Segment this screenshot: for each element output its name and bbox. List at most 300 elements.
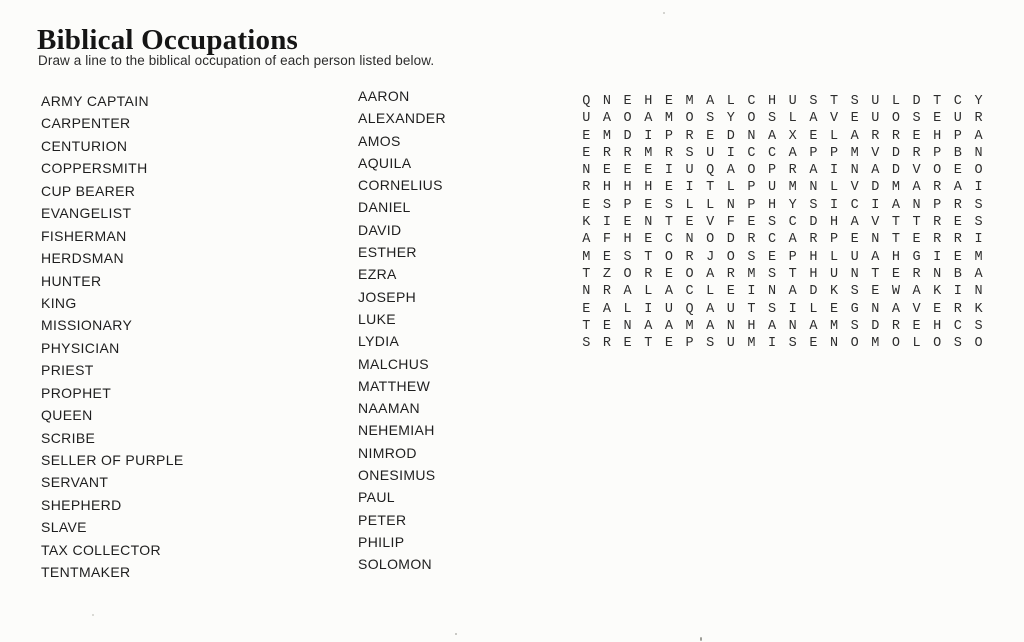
grid-letter: O xyxy=(933,163,942,179)
grid-letter: R xyxy=(912,266,921,282)
grid-letter: M xyxy=(747,336,756,352)
grid-letter: M xyxy=(974,249,983,265)
name-item: LUKE xyxy=(358,310,396,327)
grid-letter: O xyxy=(747,111,756,127)
grid-letter: I xyxy=(685,180,694,196)
occupation-item: HERDSMAN xyxy=(41,250,124,267)
grid-letter: W xyxy=(891,284,900,300)
grid-letter: E xyxy=(768,249,777,265)
grid-letter: A xyxy=(644,111,653,127)
grid-letter: H xyxy=(933,318,942,334)
grid-letter: E xyxy=(747,215,756,231)
grid-letter: E xyxy=(829,301,839,317)
grid-letter: I xyxy=(788,301,797,317)
grid-letter: O xyxy=(933,336,942,352)
name-item: PHILIP xyxy=(358,533,405,550)
grid-letter: E xyxy=(912,318,921,334)
occupation-item: COPPERSMITH xyxy=(41,160,148,177)
grid-letter: P xyxy=(685,336,694,352)
grid-letter: R xyxy=(726,266,735,282)
grid-letter: N xyxy=(974,145,983,161)
grid-letter: E xyxy=(850,111,859,127)
grid-letter: E xyxy=(953,249,962,265)
name-item: NEHEMIAH xyxy=(358,422,435,439)
grid-letter: A xyxy=(623,284,632,300)
grid-letter: K xyxy=(829,284,839,300)
grid-letter: U xyxy=(788,94,797,109)
grid-letter: P xyxy=(664,128,673,144)
grid-letter: R xyxy=(602,284,612,300)
grid-letter: S xyxy=(788,336,797,352)
grid-letter: S xyxy=(768,111,777,127)
grid-letter: R xyxy=(809,232,818,248)
grid-letter: R xyxy=(664,145,673,161)
grid-letter: A xyxy=(912,284,921,300)
grid-letter: A xyxy=(809,318,818,334)
grid-letter: R xyxy=(974,111,983,127)
grid-letter: D xyxy=(891,163,900,179)
grid-letter: X xyxy=(788,128,797,144)
grid-letter: E xyxy=(582,145,591,161)
grid-letter: C xyxy=(747,145,756,161)
grid-letter: R xyxy=(891,318,900,334)
grid-row xyxy=(576,110,989,127)
grid-letter: H xyxy=(747,318,756,334)
occupation-item: HUNTER xyxy=(41,272,102,289)
grid-letter: H xyxy=(768,197,777,213)
grid-letter: E xyxy=(623,215,632,231)
grid-letter: H xyxy=(809,266,818,282)
grid-letter: V xyxy=(912,301,921,317)
grid-row xyxy=(576,179,989,196)
grid-letter: K xyxy=(933,284,942,300)
grid-letter: I xyxy=(768,336,777,352)
grid-letter: T xyxy=(891,215,900,231)
grid-row xyxy=(576,145,989,162)
grid-letter: T xyxy=(871,266,880,282)
grid-letter: N xyxy=(850,266,859,282)
page-title: Biblical Occupations xyxy=(37,24,299,57)
grid-letter: I xyxy=(933,249,942,265)
grid-letter: L xyxy=(623,301,632,317)
grid-letter: S xyxy=(974,215,983,231)
grid-letter: R xyxy=(953,301,962,317)
grid-letter: N xyxy=(644,215,653,231)
grid-letter: A xyxy=(891,197,900,213)
grid-letter: O xyxy=(747,163,756,179)
grid-letter: N xyxy=(747,128,756,144)
grid-letter: R xyxy=(582,180,591,196)
grid-letter: I xyxy=(829,197,839,213)
grid-letter: T xyxy=(912,215,921,231)
grid-letter: L xyxy=(788,111,797,127)
grid-letter: A xyxy=(809,111,818,127)
grid-letter: L xyxy=(644,284,653,300)
grid-letter: C xyxy=(768,232,777,248)
grid-letter: S xyxy=(974,197,983,213)
grid-row xyxy=(576,335,989,352)
grid-letter: M xyxy=(685,318,694,334)
grid-letter: S xyxy=(850,318,859,334)
occupation-item: KING xyxy=(41,294,77,311)
grid-letter: C xyxy=(747,94,756,109)
grid-letter: A xyxy=(850,128,859,144)
grid-letter: O xyxy=(891,336,900,352)
grid-letter: H xyxy=(602,180,612,196)
grid-letter: D xyxy=(809,284,818,300)
grid-letter: M xyxy=(602,128,612,144)
grid-letter: D xyxy=(623,128,632,144)
grid-letter: J xyxy=(706,249,715,265)
grid-letter: E xyxy=(623,163,632,179)
grid-row xyxy=(576,266,989,283)
grid-letter: I xyxy=(953,284,962,300)
grid-letter: U xyxy=(582,111,591,127)
grid-letter: E xyxy=(664,180,673,196)
grid-letter: A xyxy=(953,180,962,196)
grid-letter: S xyxy=(974,318,983,334)
grid-letter: Q xyxy=(685,301,694,317)
grid-letter: A xyxy=(706,266,715,282)
grid-letter: S xyxy=(623,249,632,265)
grid-letter: K xyxy=(974,301,983,317)
grid-letter: S xyxy=(664,197,673,213)
grid-letter: U xyxy=(726,301,735,317)
grid-letter: A xyxy=(871,249,880,265)
grid-letter: A xyxy=(850,215,859,231)
name-item: NAAMAN xyxy=(358,400,420,417)
grid-letter: R xyxy=(933,232,942,248)
grid-row xyxy=(576,128,989,145)
name-item: AMOS xyxy=(358,132,401,149)
grid-letter: V xyxy=(850,180,859,196)
name-item: DAVID xyxy=(358,221,402,238)
grid-letter: K xyxy=(582,215,591,231)
grid-letter: M xyxy=(871,336,880,352)
name-item: AQUILA xyxy=(358,154,412,171)
grid-letter: A xyxy=(706,94,715,109)
grid-letter: E xyxy=(602,163,612,179)
grid-letter: A xyxy=(768,128,777,144)
grid-letter: Y xyxy=(788,197,797,213)
name-item: DANIEL xyxy=(358,199,411,216)
grid-row xyxy=(576,93,989,110)
grid-letter: N xyxy=(623,318,632,334)
grid-letter: A xyxy=(706,318,715,334)
name-item: AARON xyxy=(358,88,410,104)
grid-letter: F xyxy=(726,215,735,231)
grid-row xyxy=(576,249,989,266)
grid-letter: I xyxy=(664,163,673,179)
grid-letter: H xyxy=(644,94,653,109)
grid-letter: V xyxy=(829,111,839,127)
grid-letter: T xyxy=(788,266,797,282)
grid-letter: E xyxy=(685,215,694,231)
occupation-item: SERVANT xyxy=(41,474,109,491)
grid-letter: S xyxy=(706,336,715,352)
grid-letter: Q xyxy=(582,94,591,109)
word-search-grid xyxy=(576,93,989,352)
grid-letter: U xyxy=(871,111,880,127)
grid-letter: A xyxy=(706,301,715,317)
grid-letter: R xyxy=(788,163,797,179)
grid-letter: S xyxy=(685,145,694,161)
grid-letter: H xyxy=(768,94,777,109)
scan-speck xyxy=(700,637,702,641)
grid-letter: N xyxy=(602,94,612,109)
grid-letter: E xyxy=(644,232,653,248)
grid-letter: Q xyxy=(706,163,715,179)
grid-letter: R xyxy=(953,197,962,213)
grid-letter: N xyxy=(850,163,859,179)
grid-letter: R xyxy=(871,128,880,144)
grid-letter: T xyxy=(829,94,839,109)
grid-letter: S xyxy=(809,94,818,109)
grid-letter: N xyxy=(768,284,777,300)
grid-letter: D xyxy=(726,232,735,248)
grid-letter: R xyxy=(933,215,942,231)
grid-letter: O xyxy=(664,249,673,265)
grid-letter: O xyxy=(685,266,694,282)
grid-letter: Y xyxy=(974,94,983,109)
grid-letter: I xyxy=(747,284,756,300)
grid-letter: R xyxy=(602,145,612,161)
grid-letter: E xyxy=(953,163,962,179)
occupation-item: CENTURION xyxy=(41,137,128,154)
grid-letter: M xyxy=(829,318,839,334)
grid-letter: S xyxy=(582,336,591,352)
grid-letter: E xyxy=(644,197,653,213)
grid-letter: S xyxy=(768,266,777,282)
grid-letter: A xyxy=(788,145,797,161)
grid-letter: O xyxy=(623,111,632,127)
grid-letter: U xyxy=(953,111,962,127)
grid-letter: S xyxy=(602,197,612,213)
grid-letter: U xyxy=(768,180,777,196)
name-item: MATTHEW xyxy=(358,377,431,394)
occupation-item: ARMY CAPTAIN xyxy=(41,93,149,109)
grid-letter: L xyxy=(829,249,839,265)
grid-letter: E xyxy=(809,336,818,352)
name-item: NIMROD xyxy=(358,444,417,461)
grid-row xyxy=(576,301,989,318)
grid-letter: M xyxy=(747,266,756,282)
grid-row xyxy=(576,283,989,300)
grid-letter: L xyxy=(726,94,735,109)
grid-letter: I xyxy=(602,215,612,231)
grid-letter: H xyxy=(829,215,839,231)
grid-letter: C xyxy=(850,197,859,213)
grid-row xyxy=(576,231,989,248)
instruction-text: Draw a line to the biblical occupation of each person listed below. xyxy=(38,53,435,68)
occupation-item: CARPENTER xyxy=(41,115,131,132)
grid-letter: U xyxy=(685,163,694,179)
grid-letter: L xyxy=(706,284,715,300)
grid-letter: R xyxy=(602,336,612,352)
grid-letter: C xyxy=(788,215,797,231)
occupation-item: PRIEST xyxy=(41,362,94,379)
grid-letter: H xyxy=(623,180,632,196)
grid-letter: L xyxy=(726,180,735,196)
grid-letter: B xyxy=(953,266,962,282)
grid-letter: P xyxy=(953,128,962,144)
grid-letter: H xyxy=(891,249,900,265)
grid-letter: D xyxy=(912,94,921,109)
grid-letter: E xyxy=(602,318,612,334)
grid-letter: D xyxy=(726,128,735,144)
grid-letter: D xyxy=(871,318,880,334)
grid-letter: V xyxy=(706,215,715,231)
grid-letter: C xyxy=(664,232,673,248)
grid-letter: P xyxy=(768,163,777,179)
grid-letter: O xyxy=(850,336,859,352)
grid-letter: N xyxy=(871,301,880,317)
grid-letter: T xyxy=(706,180,715,196)
grid-letter: P xyxy=(747,197,756,213)
grid-letter: A xyxy=(974,128,983,144)
grid-letter: M xyxy=(582,249,591,265)
grid-letter: E xyxy=(623,336,632,352)
name-item: SOLOMON xyxy=(358,556,433,573)
grid-letter: F xyxy=(602,232,612,248)
grid-letter: N xyxy=(829,336,839,352)
grid-row xyxy=(576,214,989,231)
grid-letter: O xyxy=(726,249,735,265)
grid-letter: M xyxy=(891,180,900,196)
grid-letter: E xyxy=(582,128,591,144)
grid-letter: T xyxy=(891,232,900,248)
grid-letter: C xyxy=(953,318,962,334)
grid-letter: H xyxy=(644,180,653,196)
grid-letter: N xyxy=(726,318,735,334)
grid-letter: E xyxy=(644,163,653,179)
grid-letter: A xyxy=(602,111,612,127)
occupation-item: EVANGELIST xyxy=(41,205,132,222)
grid-letter: T xyxy=(933,94,942,109)
grid-letter: O xyxy=(974,163,983,179)
grid-letter: V xyxy=(912,163,921,179)
occupation-item: TAX COLLECTOR xyxy=(41,541,161,558)
names-list xyxy=(358,85,446,576)
grid-letter: Z xyxy=(602,266,612,282)
name-item: ALEXANDER xyxy=(358,110,446,127)
grid-letter: E xyxy=(933,111,942,127)
grid-letter: E xyxy=(912,232,921,248)
grid-letter: L xyxy=(706,197,715,213)
grid-letter: E xyxy=(891,266,900,282)
grid-letter: S xyxy=(768,301,777,317)
grid-letter: L xyxy=(829,128,839,144)
scan-speck xyxy=(92,614,94,616)
grid-letter: O xyxy=(891,111,900,127)
grid-letter: A xyxy=(871,163,880,179)
grid-letter: E xyxy=(664,94,673,109)
grid-letter: L xyxy=(809,301,818,317)
grid-letter: R xyxy=(953,232,962,248)
grid-letter: U xyxy=(871,94,880,109)
grid-letter: S xyxy=(809,197,818,213)
name-item: JOSEPH xyxy=(358,288,417,305)
grid-row xyxy=(576,318,989,335)
occupation-item: PHYSICIAN xyxy=(41,339,120,356)
grid-letter: U xyxy=(664,301,673,317)
name-item: ESTHER xyxy=(358,244,417,261)
name-item: PAUL xyxy=(358,489,395,506)
grid-letter: E xyxy=(582,301,591,317)
grid-letter: M xyxy=(644,145,653,161)
grid-letter: T xyxy=(644,249,653,265)
grid-letter: P xyxy=(747,180,756,196)
grid-letter: E xyxy=(582,197,591,213)
grid-letter: U xyxy=(706,145,715,161)
grid-letter: A xyxy=(664,318,673,334)
grid-letter: E xyxy=(664,266,673,282)
grid-letter: A xyxy=(582,232,591,248)
grid-letter: C xyxy=(768,145,777,161)
grid-letter: R xyxy=(891,128,900,144)
grid-letter: M xyxy=(788,180,797,196)
occupation-item: SLAVE xyxy=(41,519,87,536)
grid-letter: A xyxy=(912,180,921,196)
grid-letter: O xyxy=(623,266,632,282)
grid-letter: A xyxy=(974,266,983,282)
grid-letter: A xyxy=(768,318,777,334)
grid-letter: I xyxy=(644,301,653,317)
grid-letter: N xyxy=(685,232,694,248)
grid-letter: N xyxy=(933,266,942,282)
occupation-item: TENTMAKER xyxy=(41,564,131,581)
grid-row xyxy=(576,162,989,179)
grid-letter: G xyxy=(850,301,859,317)
occupation-item: MISSIONARY xyxy=(41,317,133,334)
name-item: MALCHUS xyxy=(358,355,429,372)
grid-letter: L xyxy=(891,94,900,109)
grid-letter: I xyxy=(974,232,983,248)
grid-letter: T xyxy=(664,215,673,231)
grid-letter: G xyxy=(912,249,921,265)
grid-letter: R xyxy=(747,232,756,248)
occupation-item: PROPHET xyxy=(41,384,112,401)
name-item: EZRA xyxy=(358,266,397,283)
grid-letter: N xyxy=(582,284,591,300)
occupation-item: SCRIBE xyxy=(41,429,96,446)
grid-letter: U xyxy=(726,336,735,352)
grid-letter: R xyxy=(685,249,694,265)
grid-letter: I xyxy=(726,145,735,161)
grid-letter: M xyxy=(850,145,859,161)
name-item: ONESIMUS xyxy=(358,467,436,484)
grid-letter: D xyxy=(809,215,818,231)
grid-letter: B xyxy=(953,145,962,161)
grid-letter: M xyxy=(664,111,673,127)
grid-letter: H xyxy=(933,128,942,144)
grid-letter: V xyxy=(871,215,880,231)
grid-letter: E xyxy=(912,128,921,144)
scan-speck xyxy=(455,633,457,635)
grid-letter: D xyxy=(871,180,880,196)
occupation-item: QUEEN xyxy=(41,407,93,424)
occupation-item: SHEPHERD xyxy=(41,496,122,513)
grid-letter: O xyxy=(706,232,715,248)
grid-letter: R xyxy=(933,180,942,196)
grid-letter: S xyxy=(706,111,715,127)
grid-letter: I xyxy=(871,197,880,213)
grid-letter: N xyxy=(726,197,735,213)
grid-letter: E xyxy=(726,284,735,300)
grid-letter: E xyxy=(602,249,612,265)
name-item: LYDIA xyxy=(358,333,400,350)
scan-speck xyxy=(663,12,665,14)
